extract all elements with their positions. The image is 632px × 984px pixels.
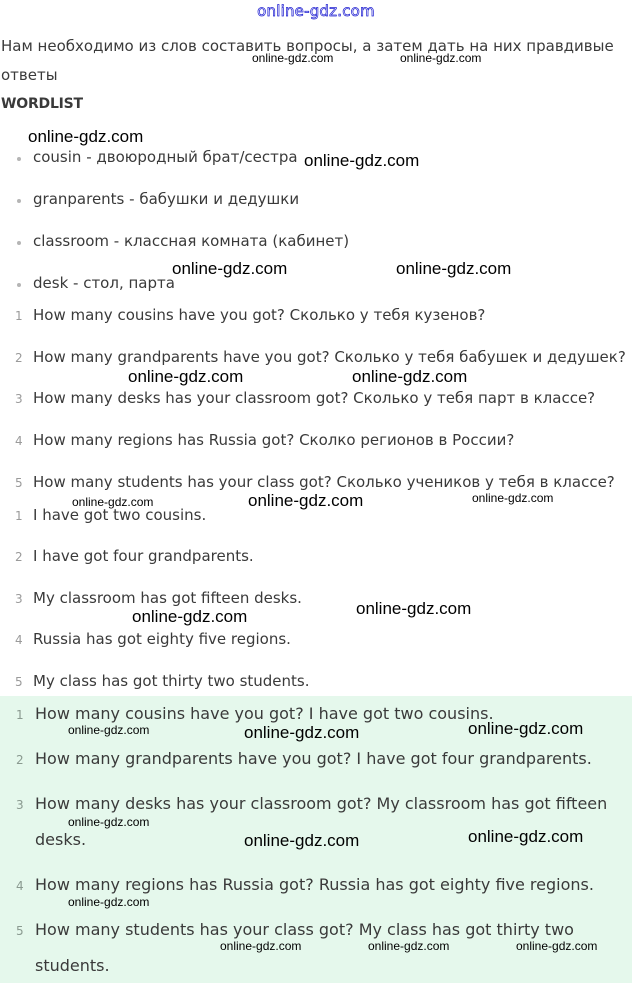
- list-number: 1: [16, 708, 24, 722]
- list-number: 2: [15, 351, 23, 365]
- watermark: online-gdz.com: [244, 831, 360, 850]
- final-line: How many grandparents have you got? I have got four grandparents.: [35, 749, 592, 768]
- question-line: How many desks has your classroom got? Сколько у тебя парт в классе?: [33, 389, 596, 407]
- bullet-icon: [17, 241, 21, 245]
- final-line: How many cousins have you got? I have got two cousins.: [35, 704, 494, 723]
- watermark: online-gdz.com: [252, 51, 334, 65]
- bullet-icon: [17, 283, 21, 287]
- list-number: 1: [15, 509, 23, 523]
- watermark: online-gdz.com: [352, 367, 468, 386]
- question-line: How many cousins have you got? Сколько у тебя кузенов?: [33, 306, 486, 324]
- final-line: How many desks has your classroom got? My classroom has got fifteen desks.: [35, 794, 608, 849]
- watermark: online-gdz.com: [72, 495, 154, 509]
- watermark: online-gdz.com: [68, 723, 150, 737]
- list-number: 4: [15, 434, 23, 448]
- bullet-icon: [17, 157, 21, 161]
- watermark: online-gdz.com: [472, 491, 554, 505]
- list-number: 2: [15, 550, 23, 564]
- answer-line: I have got two cousins.: [33, 506, 207, 524]
- list-number: 4: [16, 879, 24, 893]
- watermark: online-gdz.com: [128, 367, 244, 386]
- word-text: classroom - классная комната (кабинет): [33, 232, 350, 250]
- answer-line: My class has got thirty two students.: [33, 672, 310, 690]
- list-number: 2: [16, 753, 24, 767]
- question-line: How many regions has Russia got? Сколко регионов в России?: [33, 431, 515, 449]
- watermark: online-gdz.com: [468, 827, 584, 846]
- site-header[interactable]: online-gdz.com: [257, 2, 375, 20]
- word-text: granparents - бабушки и дедушки: [33, 190, 300, 208]
- list-number: 4: [15, 633, 23, 647]
- intro-text: Нам необходимо из слов составить вопросы, а затем дать на них правдивые ответы: [1, 37, 614, 84]
- watermark: online-gdz.com: [28, 127, 144, 146]
- question-line: How many grandparents have you got? Сколько у тебя бабушек и дедушек?: [33, 348, 626, 366]
- word-text: desk - стол, парта: [33, 274, 175, 292]
- final-line: How many regions has Russia got? Russia has got eighty five regions.: [35, 875, 594, 894]
- watermark: online-gdz.com: [68, 895, 150, 909]
- list-number: 3: [15, 392, 23, 406]
- list-number: 5: [16, 924, 24, 938]
- watermark: online-gdz.com: [304, 151, 420, 170]
- watermark: online-gdz.com: [68, 815, 150, 829]
- answer-line: Russia has got eighty five regions.: [33, 630, 291, 648]
- final-line: How many students has your class got? My class has got thirty two students.: [35, 920, 574, 975]
- word-text: cousin - двоюродный брат/сестра: [33, 148, 298, 166]
- question-line: How many students has your class got? Сколько учеников у тебя в классе?: [33, 473, 615, 491]
- watermark: online-gdz.com: [220, 939, 302, 953]
- list-number: 5: [15, 476, 23, 490]
- list-number: 5: [15, 675, 23, 689]
- watermark: online-gdz.com: [468, 719, 584, 738]
- watermark: online-gdz.com: [244, 723, 360, 742]
- watermark: online-gdz.com: [400, 51, 482, 65]
- watermark: online-gdz.com: [172, 259, 288, 278]
- watermark: online-gdz.com: [368, 939, 450, 953]
- answer-line: My classroom has got fifteen desks.: [33, 589, 302, 607]
- list-number: 3: [16, 798, 24, 812]
- watermark: online-gdz.com: [132, 607, 248, 626]
- wordlist-title: WORDLIST: [1, 96, 83, 112]
- watermark: online-gdz.com: [356, 599, 472, 618]
- watermark: online-gdz.com: [396, 259, 512, 278]
- list-number: 3: [15, 592, 23, 606]
- answer-line: I have got four grandparents.: [33, 547, 254, 565]
- watermark: online-gdz.com: [248, 491, 364, 510]
- bullet-icon: [17, 199, 21, 203]
- watermark: online-gdz.com: [516, 939, 598, 953]
- list-number: 1: [15, 309, 23, 323]
